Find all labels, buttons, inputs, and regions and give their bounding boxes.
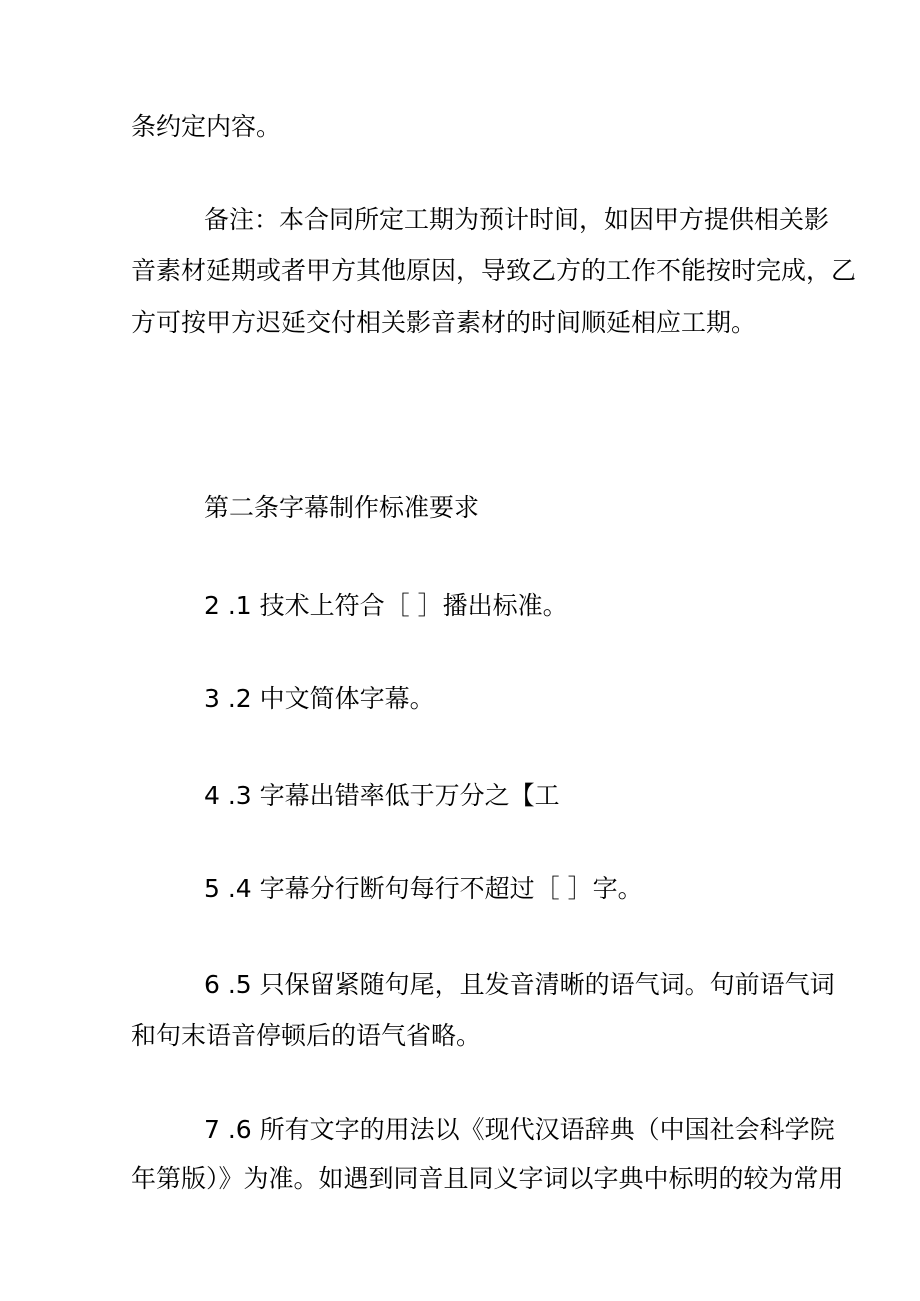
section-title: 第二条字幕制作标准要求 [204, 493, 480, 522]
list-item-2-6-line-2: 年第版）》为准。如遇到同音且同义字词以字典中标明的较为常用 [131, 1164, 844, 1193]
list-item-2-4: 5 .4 字幕分行断句每行不超过［ ］字。 [204, 874, 643, 903]
remark-line-1: 备注：本合同所定工期为预计时间，如因甲方提供相关影 [204, 205, 830, 234]
list-item-2-2: 3 .2 中文简体字幕。 [204, 684, 435, 713]
paragraph-continuation: 条约定内容。 [131, 112, 282, 141]
list-item-2-5-line-2: 和句末语音停顿后的语气省略。 [131, 1021, 482, 1050]
remark-line-2: 音素材延期或者甲方其他原因，导致乙方的工作不能按时完成，乙 [131, 256, 857, 285]
list-item-2-1: 2 .1 技术上符合［ ］播出标准。 [204, 591, 568, 620]
remark-line-3: 方可按甲方迟延交付相关影音素材的时间顺延相应工期。 [131, 308, 757, 337]
list-item-2-3: 4 .3 字幕出错率低于万分之【工 [204, 781, 560, 810]
list-item-2-6-line-1: 7 .6 所有文字的用法以《现代汉语辞典（中国社会科学院 [204, 1115, 835, 1144]
list-item-2-5-line-1: 6 .5 只保留紧随句尾，且发音清晰的语气词。句前语气词 [204, 970, 835, 999]
